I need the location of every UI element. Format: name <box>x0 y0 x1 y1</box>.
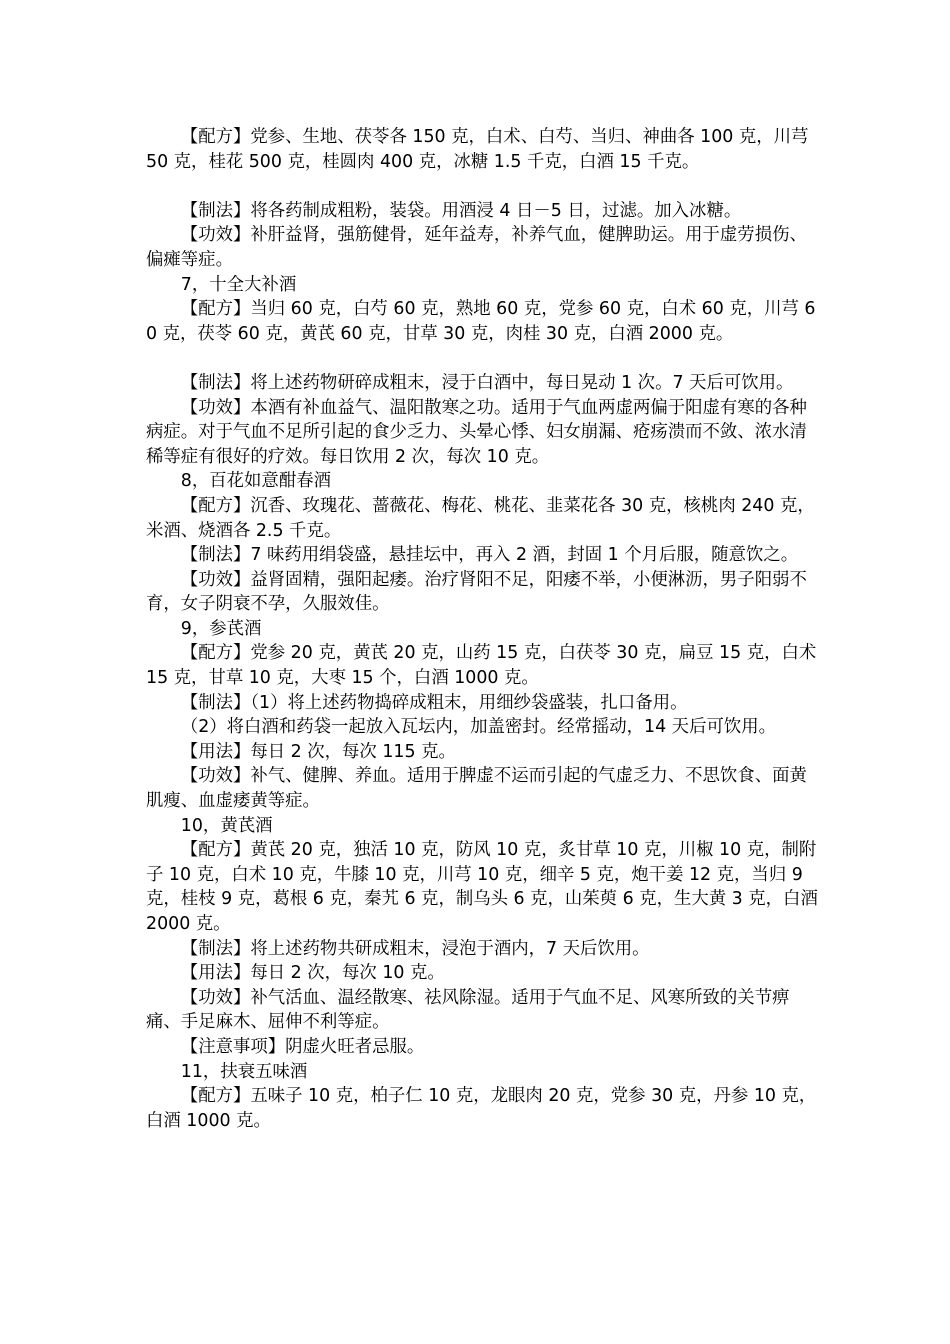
preparation-step-paragraph: （2）将白酒和药袋一起放入瓦坛内，加盖密封。经常摇动，14 天后可饮用。 <box>180 717 777 738</box>
blank-line <box>146 174 822 199</box>
efficacy-paragraph: 【功效】补气、健脾、养血。适用于脾虚不运而引起的气虚乏力、不思饮食、面黄肌瘦、血虚痿黄等症。 <box>146 766 807 812</box>
formula-paragraph: 【配方】党参、生地、茯苓各 150 克，白术、白芍、当归、神曲各 100 克，川芎 50 克，桂花 500 克，桂圆肉 400 克，冰糖 1.5 千克，白酒 15 千克。 <box>146 127 809 172</box>
formula-paragraph: 【配方】黄芪 20 克，独活 10 克，防风 10 克，炙甘草 10 克，川椒 10 克，制附子 10 克，白术 10 克，牛膝 10 克，川芎 10 克，细辛 5 克，炮干姜 12 克，当归 9 克，桂枝 9 克，葛根 6 克，秦艽 6 克，制乌头 6 克，山茱萸 6 克，生大黄 3 克，白酒 2000 克。 <box>146 840 818 934</box>
preparation-paragraph: 【制法】将上述药物共研成粗末，浸泡于酒内，7 天后饮用。 <box>180 938 650 959</box>
formula-paragraph: 【配方】当归 60 克，白芍 60 克，熟地 60 克，党参 60 克，白术 60 克，川芎 60 克，茯苓 60 克，黄芪 60 克，甘草 30 克，肉桂 30 克，白酒 2000 克。 <box>146 299 816 344</box>
preparation-paragraph: 【制法】（1）将上述药物捣碎成粗末，用细纱袋盛装，扎口备用。 <box>180 692 688 713</box>
efficacy-paragraph: 【功效】补气活血、温经散寒、祛风除湿。适用于气血不足、风寒所致的关节痹痛、手足麻木、屈伸不利等症。 <box>146 987 790 1033</box>
recipe-heading-9: 9，参芪酒 <box>180 618 262 639</box>
recipe-heading-11: 11，扶衰五味酒 <box>180 1061 308 1082</box>
formula-paragraph: 【配方】沉香、玫瑰花、蔷薇花、梅花、桃花、韭菜花各 30 克，核桃肉 240 克，米酒、烧酒各 2.5 千克。 <box>146 495 815 541</box>
document-page <box>146 125 822 1133</box>
efficacy-paragraph: 【功效】补肝益肾，强筋健骨，延年益寿，补养气血，健脾助运。用于虚劳损伤、偏瘫等症。 <box>146 225 807 270</box>
formula-paragraph: 【配方】五味子 10 克，柏子仁 10 克，龙眼肉 20 克，党参 30 克，丹参 10 克，白酒 1000 克。 <box>146 1086 817 1131</box>
usage-paragraph: 【用法】每日 2 次，每次 115 克。 <box>180 741 456 762</box>
formula-paragraph: 【配方】党参 20 克，黄芪 20 克，山药 15 克，白茯苓 30 克，扁豆 15 克，白术 15 克，甘草 10 克，大枣 15 个，白酒 1000 克。 <box>146 643 817 689</box>
preparation-paragraph: 【制法】7 味药用绢袋盛，悬挂坛中，再入 2 酒，封固 1 个月后服，随意饮之。 <box>180 545 799 566</box>
recipe-heading-8: 8，百花如意酣春酒 <box>180 471 331 492</box>
caution-paragraph: 【注意事项】阴虚火旺者忌服。 <box>180 1036 425 1057</box>
blank-line <box>146 346 822 371</box>
recipe-heading-7: 7，十全大补酒 <box>180 274 297 295</box>
usage-paragraph: 【用法】每日 2 次，每次 10 克。 <box>180 963 445 984</box>
efficacy-paragraph: 【功效】益肾固精，强阳起痿。治疗肾阳不足，阳痿不举，小便淋沥，男子阳弱不育，女子阴衰不孕，久服效佳。 <box>146 569 807 615</box>
efficacy-paragraph: 【功效】本酒有补血益气、温阳散寒之功。适用于气血两虚两偏于阳虚有寒的各种病症。对于气血不足所引起的食少乏力、头晕心悸、妇女崩漏、疮疡溃而不敛、浓水清稀等症有很好的疗效。每日饮用 2 次，每次 10 克。 <box>146 397 807 467</box>
preparation-paragraph: 【制法】将上述药物研碎成粗末，浸于白酒中，每日晃动 1 次。7 天后可饮用。 <box>180 372 794 393</box>
preparation-paragraph: 【制法】将各药制成粗粉，装袋。用酒浸 4 日－5 日，过滤。加入冰糖。 <box>180 200 742 221</box>
recipe-heading-10: 10，黄芪酒 <box>180 815 273 836</box>
